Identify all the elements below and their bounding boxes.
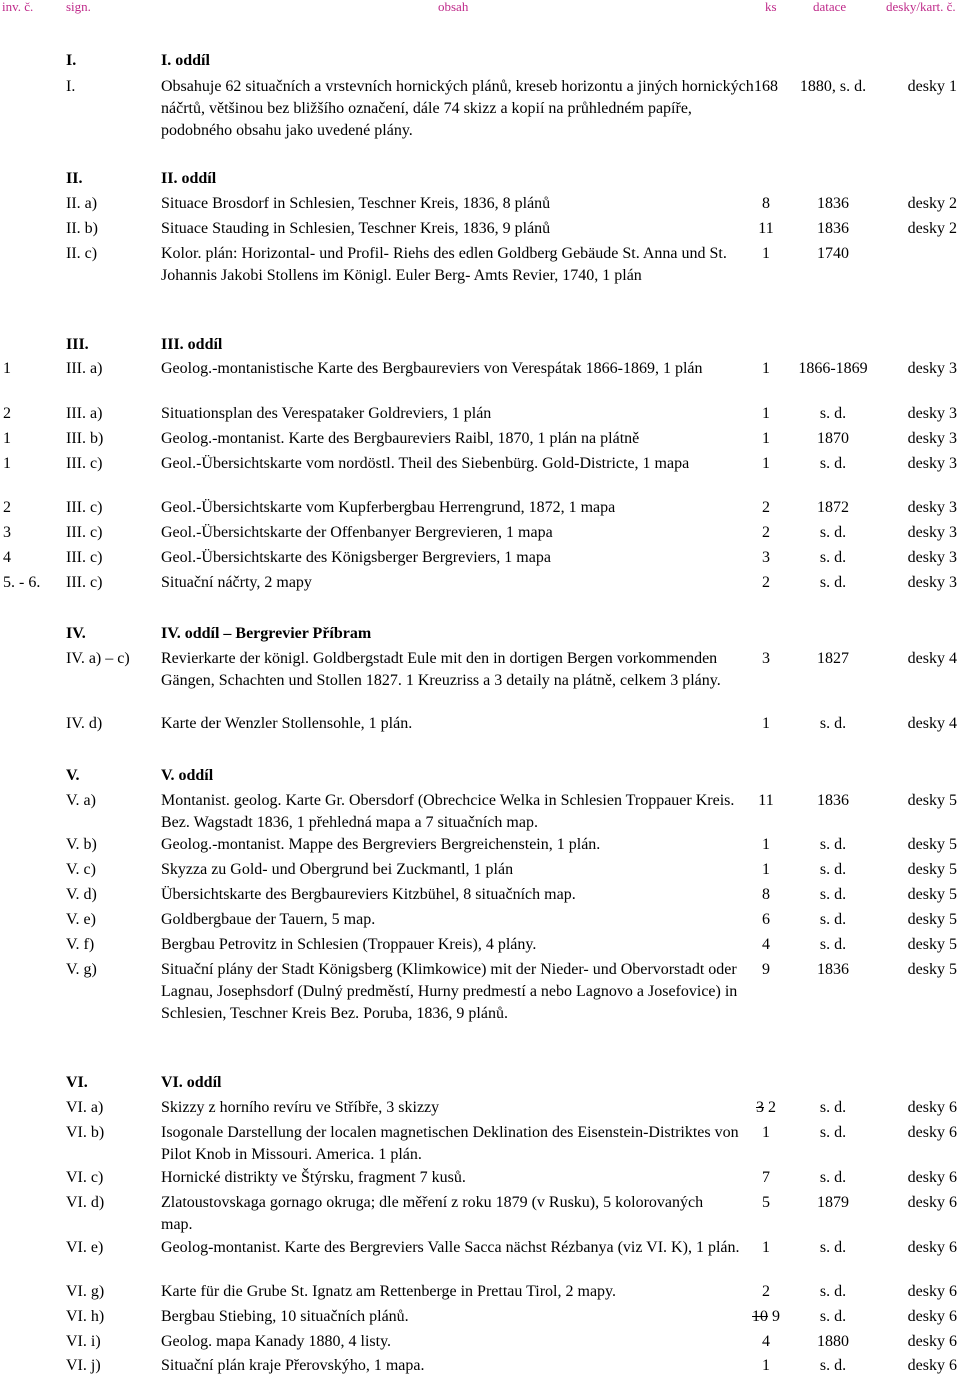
sign-cell: VI. d) bbox=[66, 1194, 105, 1211]
sign-cell: III. c) bbox=[66, 574, 103, 591]
ks-cell: 8 bbox=[762, 886, 770, 903]
obsah-cell: Situationsplan des Verespataker Goldreviers, 1 plán bbox=[161, 405, 492, 422]
sign-cell: VI. b) bbox=[66, 1124, 105, 1141]
datace-cell: s. d. bbox=[819, 936, 847, 953]
datace-cell: s. d. bbox=[819, 1283, 847, 1300]
desky-cell: desky 3 bbox=[907, 549, 957, 566]
datace-cell: 1866-1869 bbox=[798, 360, 868, 377]
desky-cell: desky 3 bbox=[907, 360, 957, 377]
sign-cell: V. e) bbox=[66, 911, 96, 928]
obsah-cell: Kolor. plán: Horizontal- und Profil- Riehs des edlen Goldberg Gebäude St. Anna und St. Johannis Jakobi Stollens im Königl. Euler Berg- Amts Revier, 1740, 1 plán bbox=[161, 245, 727, 284]
ks-cell: 1 bbox=[762, 1357, 770, 1374]
ks-cell: 1 bbox=[762, 405, 770, 422]
sign-cell: III. c) bbox=[66, 524, 103, 541]
desky-cell: desky 6 bbox=[907, 1194, 957, 1211]
sign-cell: V. d) bbox=[66, 886, 97, 903]
obsah-cell: Situační plán kraje Přerovskýho, 1 mapa. bbox=[161, 1357, 425, 1374]
sign-cell: II. a) bbox=[66, 195, 98, 212]
ks-new-value: 2 bbox=[768, 1099, 776, 1116]
obsah-cell: Skyzza zu Gold- und Obergrund bei Zuckmantl, 1 plán bbox=[161, 861, 514, 878]
sign-cell: V. f) bbox=[66, 936, 95, 953]
obsah-cell: Geolog.-montanist. Karte des Bergbaureviers Raibl, 1870, 1 plán na plátně bbox=[161, 430, 640, 447]
sign-cell: III. b) bbox=[66, 430, 104, 447]
ks-cell: 11 bbox=[758, 220, 774, 237]
sign-cell: V. g) bbox=[66, 961, 97, 978]
datace-cell: s. d. bbox=[819, 715, 847, 732]
column-header bbox=[0, 0, 960, 16]
obsah-cell: Bergbau Petrovitz in Schlesien (Troppauer Kreis), 4 plány. bbox=[161, 936, 537, 953]
datace-cell: s. d. bbox=[819, 886, 847, 903]
datace-cell: 1872 bbox=[817, 499, 849, 516]
desky-cell: desky 6 bbox=[907, 1169, 957, 1186]
header-obsah: obsah bbox=[438, 0, 469, 14]
ks-cell: 8 bbox=[762, 195, 770, 212]
ks-cell: 1 bbox=[762, 861, 770, 878]
desky-cell: desky 5 bbox=[907, 936, 957, 953]
sign-cell: IV. a) – c) bbox=[66, 650, 130, 667]
obsah-cell: Isogonale Darstellung der localen magnetischen Deklination des Eisenstein-Distriktes von Pilot Knob in Missouri. America. 1 plán. bbox=[161, 1124, 739, 1163]
ks-old-value: 10 bbox=[752, 1308, 768, 1325]
datace-cell: s. d. bbox=[819, 574, 847, 591]
datace-cell: 1880 bbox=[817, 1333, 849, 1350]
desky-cell: desky 2 bbox=[907, 220, 957, 237]
ks-cell: 3 bbox=[762, 650, 770, 667]
inv-cell: 4 bbox=[3, 549, 11, 566]
datace-cell: 1870 bbox=[817, 430, 849, 447]
sign-cell: VI. j) bbox=[66, 1357, 101, 1374]
obsah-cell: Situační plány der Stadt Königsberg (Klimkowice) mit der Nieder- und Obervorstadt oder Lagnau, Josephsdorf (Dulný predměstí, Hurny predmestí a nebo Lagnovo a Josefovice) in Schlesien, Teschner Kreis Bez. Poruba, 1836, 9 plánů. bbox=[161, 961, 738, 1022]
ks-cell: 9 bbox=[762, 961, 770, 978]
ks-cell: 4 bbox=[762, 936, 770, 953]
section-title: I. oddíl bbox=[161, 52, 210, 69]
desky-cell: desky 6 bbox=[907, 1333, 957, 1350]
desky-cell: desky 6 bbox=[907, 1124, 957, 1141]
ks-cell: 2 bbox=[762, 524, 770, 541]
desky-cell: desky 4 bbox=[907, 650, 957, 667]
ks-cell: 2 bbox=[762, 1283, 770, 1300]
desky-cell: desky 4 bbox=[907, 715, 957, 732]
obsah-cell: Revierkarte der königl. Goldbergstadt Eule mit den in dortigen Bergen vorkommenden Gängen, Schachten und Stollen 1827. 1 Kreuzriss a 3 detaily na plátně, celkem 3 plány. bbox=[161, 650, 721, 689]
header-sign: sign. bbox=[66, 0, 91, 14]
obsah-cell: Hornické distrikty ve Štýrsku, fragment 7 kusů. bbox=[161, 1169, 466, 1186]
obsah-cell: Obsahuje 62 situačních a vrstevních hornických plánů, kreseb horizontu a jiných hornických náčrtů, většinou bez bližšího označení, dále 74 skizz a kopií na průhledném papíře, podobného obsahu jako uvedené plány. bbox=[161, 78, 754, 139]
desky-cell: desky 2 bbox=[907, 195, 957, 212]
ks-new-value: 9 bbox=[772, 1308, 780, 1325]
datace-cell: s. d. bbox=[819, 1239, 847, 1256]
section-title: II. oddíl bbox=[161, 170, 217, 187]
desky-cell: desky 1 bbox=[907, 78, 957, 95]
ks-cell: 168 bbox=[754, 78, 778, 95]
obsah-cell: Übersichtskarte des Bergbaureviers Kitzbühel, 8 situačních map. bbox=[161, 886, 576, 903]
desky-cell: desky 3 bbox=[907, 499, 957, 516]
desky-cell: desky 3 bbox=[907, 405, 957, 422]
inv-cell: 3 bbox=[3, 524, 11, 541]
section-sign: IV. bbox=[66, 625, 86, 642]
ks-cell: 6 bbox=[762, 911, 770, 928]
obsah-cell: Karte für die Grube St. Ignatz am Rettenberge in Prettau Tirol, 2 mapy. bbox=[161, 1283, 617, 1300]
datace-cell: 1827 bbox=[817, 650, 849, 667]
ks-cell: 2 bbox=[762, 574, 770, 591]
header-ks: ks bbox=[765, 0, 777, 14]
ks-old-value: 3 bbox=[756, 1099, 764, 1116]
inv-cell: 1 bbox=[3, 360, 11, 377]
header-inv: inv. č. bbox=[2, 0, 34, 14]
obsah-cell: Geolog.-montanist. Mappe des Bergreviers Bergreichenstein, 1 plán. bbox=[161, 836, 601, 853]
desky-cell: desky 5 bbox=[907, 836, 957, 853]
section-sign: V. bbox=[66, 767, 80, 784]
datace-cell: s. d. bbox=[819, 1124, 847, 1141]
inv-cell: 1 bbox=[3, 430, 11, 447]
datace-cell: s. d. bbox=[819, 524, 847, 541]
datace-cell: 1836 bbox=[817, 195, 849, 212]
datace-cell: s. d. bbox=[819, 861, 847, 878]
sign-cell: III. a) bbox=[66, 405, 103, 422]
obsah-cell: Geol.-Übersichtskarte der Offenbanyer Bergrevieren, 1 mapa bbox=[161, 524, 553, 541]
obsah-cell: Geolog.-montanistische Karte des Bergbaureviers von Verespátak 1866-1869, 1 plán bbox=[161, 360, 703, 377]
ks-cell: 1 bbox=[762, 360, 770, 377]
desky-cell: desky 5 bbox=[907, 911, 957, 928]
sign-cell: II. c) bbox=[66, 245, 98, 262]
sign-cell: VI. i) bbox=[66, 1333, 101, 1350]
ks-cell: 11 bbox=[758, 792, 774, 809]
ks-cell: 7 bbox=[762, 1169, 770, 1186]
desky-cell: desky 6 bbox=[907, 1099, 957, 1116]
sign-cell: VI. h) bbox=[66, 1308, 105, 1325]
obsah-cell: Geol.-Übersichtskarte vom Kupferbergbau Herrengrund, 1872, 1 mapa bbox=[161, 499, 616, 516]
ks-cell bbox=[748, 1306, 784, 1328]
datace-cell: 1740 bbox=[817, 245, 849, 262]
obsah-cell: Goldbergbaue der Tauern, 5 map. bbox=[161, 911, 376, 928]
desky-cell: desky 5 bbox=[907, 886, 957, 903]
section-title: VI. oddíl bbox=[161, 1074, 222, 1091]
desky-cell: desky 3 bbox=[907, 430, 957, 447]
obsah-cell: Situace Stauding in Schlesien, Teschner Kreis, 1836, 9 plánů bbox=[161, 220, 551, 237]
datace-cell: s. d. bbox=[819, 911, 847, 928]
obsah-cell: Zlatoustovskaga gornago okruga; dle měření z roku 1879 (v Rusku), 5 kolorovaných map. bbox=[161, 1194, 704, 1233]
sign-cell: I. bbox=[66, 78, 76, 95]
datace-cell: 1836 bbox=[817, 961, 849, 978]
section-title: IV. oddíl – Bergrevier Příbram bbox=[161, 625, 372, 642]
section-title: V. oddíl bbox=[161, 767, 214, 784]
sign-cell: V. c) bbox=[66, 861, 96, 878]
obsah-cell: Geolog. mapa Kanady 1880, 4 listy. bbox=[161, 1333, 392, 1350]
ks-cell bbox=[748, 1097, 784, 1119]
datace-cell: 1836 bbox=[817, 792, 849, 809]
ks-cell: 1 bbox=[762, 245, 770, 262]
section-sign: I. bbox=[66, 52, 77, 69]
desky-cell: desky 3 bbox=[907, 455, 957, 472]
ks-cell: 1 bbox=[762, 455, 770, 472]
ks-cell: 4 bbox=[762, 1333, 770, 1350]
obsah-cell: Bergbau Stiebing, 10 situačních plánů. bbox=[161, 1308, 409, 1325]
obsah-cell: Geol.-Übersichtskarte vom nordöstl. Theil des Siebenbürg. Gold-Districte, 1 mapa bbox=[161, 455, 690, 472]
ks-cell: 1 bbox=[762, 836, 770, 853]
sign-cell: III. c) bbox=[66, 499, 103, 516]
inv-cell: 2 bbox=[3, 499, 11, 516]
sign-cell: VI. e) bbox=[66, 1239, 104, 1256]
datace-cell: s. d. bbox=[819, 405, 847, 422]
ks-cell: 1 bbox=[762, 715, 770, 732]
section-sign: VI. bbox=[66, 1074, 88, 1091]
sign-cell: VI. a) bbox=[66, 1099, 104, 1116]
inv-cell: 5. - 6. bbox=[3, 574, 41, 591]
obsah-cell: Geol.-Übersichtskarte des Königsberger Bergreviers, 1 mapa bbox=[161, 549, 551, 566]
sign-cell: III. a) bbox=[66, 360, 103, 377]
sign-cell: II. b) bbox=[66, 220, 98, 237]
obsah-cell: Geolog-montanist. Karte des Bergreviers Valle Sacca nächst Rézbanya (viz VI. K), 1 plán. bbox=[161, 1239, 740, 1256]
ks-cell: 1 bbox=[762, 1239, 770, 1256]
ks-cell: 1 bbox=[762, 430, 770, 447]
desky-cell: desky 5 bbox=[907, 961, 957, 978]
obsah-cell: Karte der Wenzler Stollensohle, 1 plán. bbox=[161, 715, 413, 732]
obsah-cell: Situace Brosdorf in Schlesien, Teschner Kreis, 1836, 8 plánů bbox=[161, 195, 551, 212]
datace-cell: s. d. bbox=[819, 1357, 847, 1374]
datace-cell: 1880, s. d. bbox=[799, 78, 867, 95]
ks-cell: 3 bbox=[762, 549, 770, 566]
section-sign: II. bbox=[66, 170, 83, 187]
datace-cell: s. d. bbox=[819, 549, 847, 566]
datace-cell: s. d. bbox=[819, 1099, 847, 1116]
obsah-cell: Skizzy z horního revíru ve Stříbře, 3 skizzy bbox=[161, 1099, 440, 1116]
header-datace: datace bbox=[813, 0, 847, 14]
desky-cell: desky 6 bbox=[907, 1239, 957, 1256]
desky-cell: desky 6 bbox=[907, 1357, 957, 1374]
desky-cell: desky 3 bbox=[907, 574, 957, 591]
ks-cell: 2 bbox=[762, 499, 770, 516]
ks-cell: 1 bbox=[762, 1124, 770, 1141]
section-sign: III. bbox=[66, 336, 89, 353]
sign-cell: V. a) bbox=[66, 792, 96, 809]
desky-cell: desky 3 bbox=[907, 524, 957, 541]
datace-cell: s. d. bbox=[819, 1169, 847, 1186]
sign-cell: III. c) bbox=[66, 455, 103, 472]
sign-cell: III. c) bbox=[66, 549, 103, 566]
ks-cell: 5 bbox=[762, 1194, 770, 1211]
datace-cell: 1836 bbox=[817, 220, 849, 237]
sign-cell: VI. c) bbox=[66, 1169, 104, 1186]
obsah-cell: Montanist. geolog. Karte Gr. Obersdorf (Obrechcice Welka in Schlesien Troppauer Kreis. Bez. Wagstadt 1836, 1 přehledná mapa a 7 situačních map. bbox=[161, 792, 735, 831]
desky-cell: desky 5 bbox=[907, 792, 957, 809]
datace-cell: 1879 bbox=[817, 1194, 849, 1211]
datace-cell: s. d. bbox=[819, 836, 847, 853]
desky-cell: desky 5 bbox=[907, 861, 957, 878]
desky-cell: desky 6 bbox=[907, 1308, 957, 1325]
datace-cell: s. d. bbox=[819, 455, 847, 472]
section-title: III. oddíl bbox=[161, 336, 223, 353]
sign-cell: V. b) bbox=[66, 836, 97, 853]
header-desky: desky/kart. č. bbox=[886, 0, 956, 14]
datace-cell: s. d. bbox=[819, 1308, 847, 1325]
inv-cell: 2 bbox=[3, 405, 11, 422]
sign-cell: VI. g) bbox=[66, 1283, 105, 1300]
inv-cell: 1 bbox=[3, 455, 11, 472]
sign-cell: IV. d) bbox=[66, 715, 103, 732]
obsah-cell: Situační náčrty, 2 mapy bbox=[161, 574, 312, 591]
desky-cell: desky 6 bbox=[907, 1283, 957, 1300]
